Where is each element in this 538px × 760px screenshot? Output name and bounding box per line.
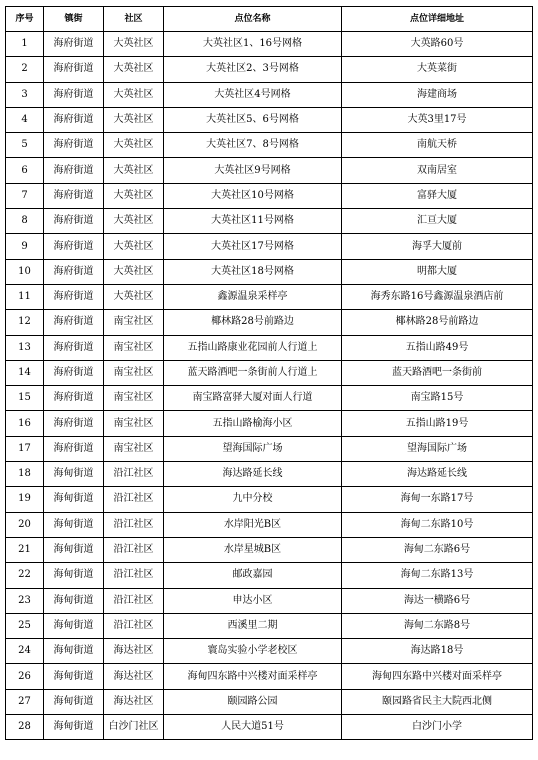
cell-no: 18 [6,462,44,487]
cell-no: 28 [6,715,44,740]
cell-town: 海府街道 [44,360,104,385]
cell-site: 水岸阳光B区 [164,512,342,537]
cell-site: 海达路延长线 [164,462,342,487]
table-row [6,82,533,107]
cell-community: 南宝社区 [104,310,164,335]
cell-no: 4 [6,107,44,132]
cell-no: 19 [6,487,44,512]
cell-town: 海甸街道 [44,613,104,638]
cell-site: 大英社区18号网格 [164,259,342,284]
cell-site: 人民大道51号 [164,715,342,740]
cell-address: 海建商场 [342,82,533,107]
cell-no: 8 [6,209,44,234]
cell-town: 海府街道 [44,82,104,107]
header-cell-community: 社区 [104,7,164,32]
cell-site: 颐园路公园 [164,689,342,714]
cell-address: 海甸二东路10号 [342,512,533,537]
cell-site: 大英社区1、16号网格 [164,32,342,57]
cell-town: 海甸街道 [44,664,104,689]
cell-address: 大英菜街 [342,57,533,82]
cell-site: 九中分校 [164,487,342,512]
cell-community: 沿江社区 [104,462,164,487]
cell-town: 海甸街道 [44,563,104,588]
cell-no: 14 [6,360,44,385]
cell-address: 大英路60号 [342,32,533,57]
cell-community: 海达社区 [104,664,164,689]
cell-no: 27 [6,689,44,714]
table-row [6,158,533,183]
table-row [6,411,533,436]
cell-site: 南宝路富驿大厦对面人行道 [164,386,342,411]
cell-site: 大英社区5、6号网格 [164,107,342,132]
table-row [6,259,533,284]
cell-no: 20 [6,512,44,537]
header-cell-site: 点位名称 [164,7,342,32]
cell-community: 大英社区 [104,107,164,132]
cell-town: 海甸街道 [44,689,104,714]
cell-town: 海府街道 [44,57,104,82]
table-row [6,183,533,208]
table-row [6,664,533,689]
cell-community: 大英社区 [104,209,164,234]
cell-address: 富驿大厦 [342,183,533,208]
cell-town: 海府街道 [44,158,104,183]
cell-address: 颐园路省民主大院西北侧 [342,689,533,714]
cell-town: 海府街道 [44,183,104,208]
cell-community: 沿江社区 [104,537,164,562]
cell-no: 9 [6,234,44,259]
cell-site: 大英社区4号网格 [164,82,342,107]
cell-no: 21 [6,537,44,562]
cell-site: 水岸星城B区 [164,537,342,562]
table-row [6,639,533,664]
cell-community: 南宝社区 [104,411,164,436]
table-row [6,234,533,259]
cell-no: 13 [6,335,44,360]
cell-address: 五指山路19号 [342,411,533,436]
header-cell-no: 序号 [6,7,44,32]
sampling-sites-table [5,6,533,740]
cell-no: 10 [6,259,44,284]
table-header [6,7,533,32]
cell-town: 海府街道 [44,107,104,132]
cell-site: 五指山路榆海小区 [164,411,342,436]
cell-no: 7 [6,183,44,208]
cell-community: 大英社区 [104,183,164,208]
cell-town: 海府街道 [44,259,104,284]
cell-address: 海甸四东路中兴楼对面采样亭 [342,664,533,689]
cell-no: 3 [6,82,44,107]
cell-community: 沿江社区 [104,512,164,537]
cell-no: 12 [6,310,44,335]
cell-town: 海府街道 [44,284,104,309]
cell-community: 大英社区 [104,158,164,183]
cell-town: 海府街道 [44,310,104,335]
cell-site: 邮政嘉园 [164,563,342,588]
cell-address: 海达路延长线 [342,462,533,487]
cell-address: 南宝路15号 [342,386,533,411]
cell-community: 南宝社区 [104,335,164,360]
table-row [6,133,533,158]
cell-address: 椰林路28号前路边 [342,310,533,335]
cell-community: 沿江社区 [104,613,164,638]
cell-community: 南宝社区 [104,436,164,461]
cell-community: 大英社区 [104,32,164,57]
cell-community: 南宝社区 [104,386,164,411]
cell-town: 海府街道 [44,234,104,259]
table-row [6,107,533,132]
cell-community: 大英社区 [104,284,164,309]
cell-site: 大英社区11号网格 [164,209,342,234]
cell-no: 17 [6,436,44,461]
table-row [6,689,533,714]
table-row [6,310,533,335]
table-row [6,386,533,411]
cell-no: 25 [6,613,44,638]
cell-community: 大英社区 [104,133,164,158]
cell-site: 西溪里二期 [164,613,342,638]
table-row [6,209,533,234]
cell-site: 蓝天路酒吧一条街前人行道上 [164,360,342,385]
cell-no: 6 [6,158,44,183]
cell-address: 海达一横路6号 [342,588,533,613]
cell-town: 海甸街道 [44,462,104,487]
cell-site: 大英社区10号网格 [164,183,342,208]
cell-community: 南宝社区 [104,360,164,385]
table-row [6,335,533,360]
cell-no: 26 [6,664,44,689]
cell-no: 23 [6,588,44,613]
cell-town: 海甸街道 [44,715,104,740]
cell-town: 海府街道 [44,386,104,411]
table-row [6,563,533,588]
cell-site: 鑫源温泉采样亭 [164,284,342,309]
table-row [6,462,533,487]
cell-community: 沿江社区 [104,487,164,512]
header-cell-address: 点位详细地址 [342,7,533,32]
header-row [6,7,533,32]
cell-town: 海甸街道 [44,537,104,562]
cell-site: 望海国际广场 [164,436,342,461]
cell-community: 海达社区 [104,639,164,664]
cell-site: 大英社区17号网格 [164,234,342,259]
cell-address: 南航天桥 [342,133,533,158]
cell-address: 大英3里17号 [342,107,533,132]
cell-no: 1 [6,32,44,57]
cell-community: 大英社区 [104,82,164,107]
cell-address: 海甸二东路8号 [342,613,533,638]
cell-town: 海甸街道 [44,512,104,537]
table-row [6,588,533,613]
cell-no: 24 [6,639,44,664]
cell-town: 海府街道 [44,335,104,360]
cell-address: 望海国际广场 [342,436,533,461]
cell-address: 海孚大厦前 [342,234,533,259]
cell-address: 五指山路49号 [342,335,533,360]
cell-no: 5 [6,133,44,158]
table-body [6,32,533,740]
cell-address: 明都大厦 [342,259,533,284]
cell-community: 大英社区 [104,259,164,284]
table-row [6,436,533,461]
table-row [6,537,533,562]
cell-community: 大英社区 [104,57,164,82]
cell-site: 椰林路28号前路边 [164,310,342,335]
cell-town: 海甸街道 [44,639,104,664]
table-row [6,613,533,638]
document-sheet [5,6,532,740]
cell-site: 海甸四东路中兴楼对面采样亭 [164,664,342,689]
cell-address: 海秀东路16号鑫源温泉酒店前 [342,284,533,309]
cell-address: 海达路18号 [342,639,533,664]
cell-community: 白沙门社区 [104,715,164,740]
cell-address: 海甸一东路17号 [342,487,533,512]
cell-community: 大英社区 [104,234,164,259]
cell-site: 大英社区2、3号网格 [164,57,342,82]
cell-site: 寰岛实验小学老校区 [164,639,342,664]
cell-site: 申达小区 [164,588,342,613]
cell-site: 五指山路康业花园前人行道上 [164,335,342,360]
cell-address: 双南居室 [342,158,533,183]
cell-site: 大英社区9号网格 [164,158,342,183]
cell-town: 海府街道 [44,32,104,57]
table-row [6,32,533,57]
cell-town: 海甸街道 [44,487,104,512]
cell-community: 沿江社区 [104,563,164,588]
cell-no: 16 [6,411,44,436]
cell-town: 海府街道 [44,411,104,436]
table-row [6,284,533,309]
table-row [6,715,533,740]
cell-community: 海达社区 [104,689,164,714]
cell-town: 海甸街道 [44,588,104,613]
cell-no: 22 [6,563,44,588]
cell-no: 2 [6,57,44,82]
cell-site: 大英社区7、8号网格 [164,133,342,158]
cell-address: 海甸二东路13号 [342,563,533,588]
cell-address: 汇亘大厦 [342,209,533,234]
table-row [6,512,533,537]
cell-community: 沿江社区 [104,588,164,613]
cell-address: 白沙门小学 [342,715,533,740]
table-row [6,487,533,512]
cell-town: 海府街道 [44,209,104,234]
table-row [6,57,533,82]
cell-town: 海府街道 [44,133,104,158]
cell-no: 11 [6,284,44,309]
cell-town: 海府街道 [44,436,104,461]
cell-address: 蓝天路酒吧一条街前 [342,360,533,385]
table-row [6,360,533,385]
header-cell-town: 镇街 [44,7,104,32]
cell-no: 15 [6,386,44,411]
cell-address: 海甸二东路6号 [342,537,533,562]
